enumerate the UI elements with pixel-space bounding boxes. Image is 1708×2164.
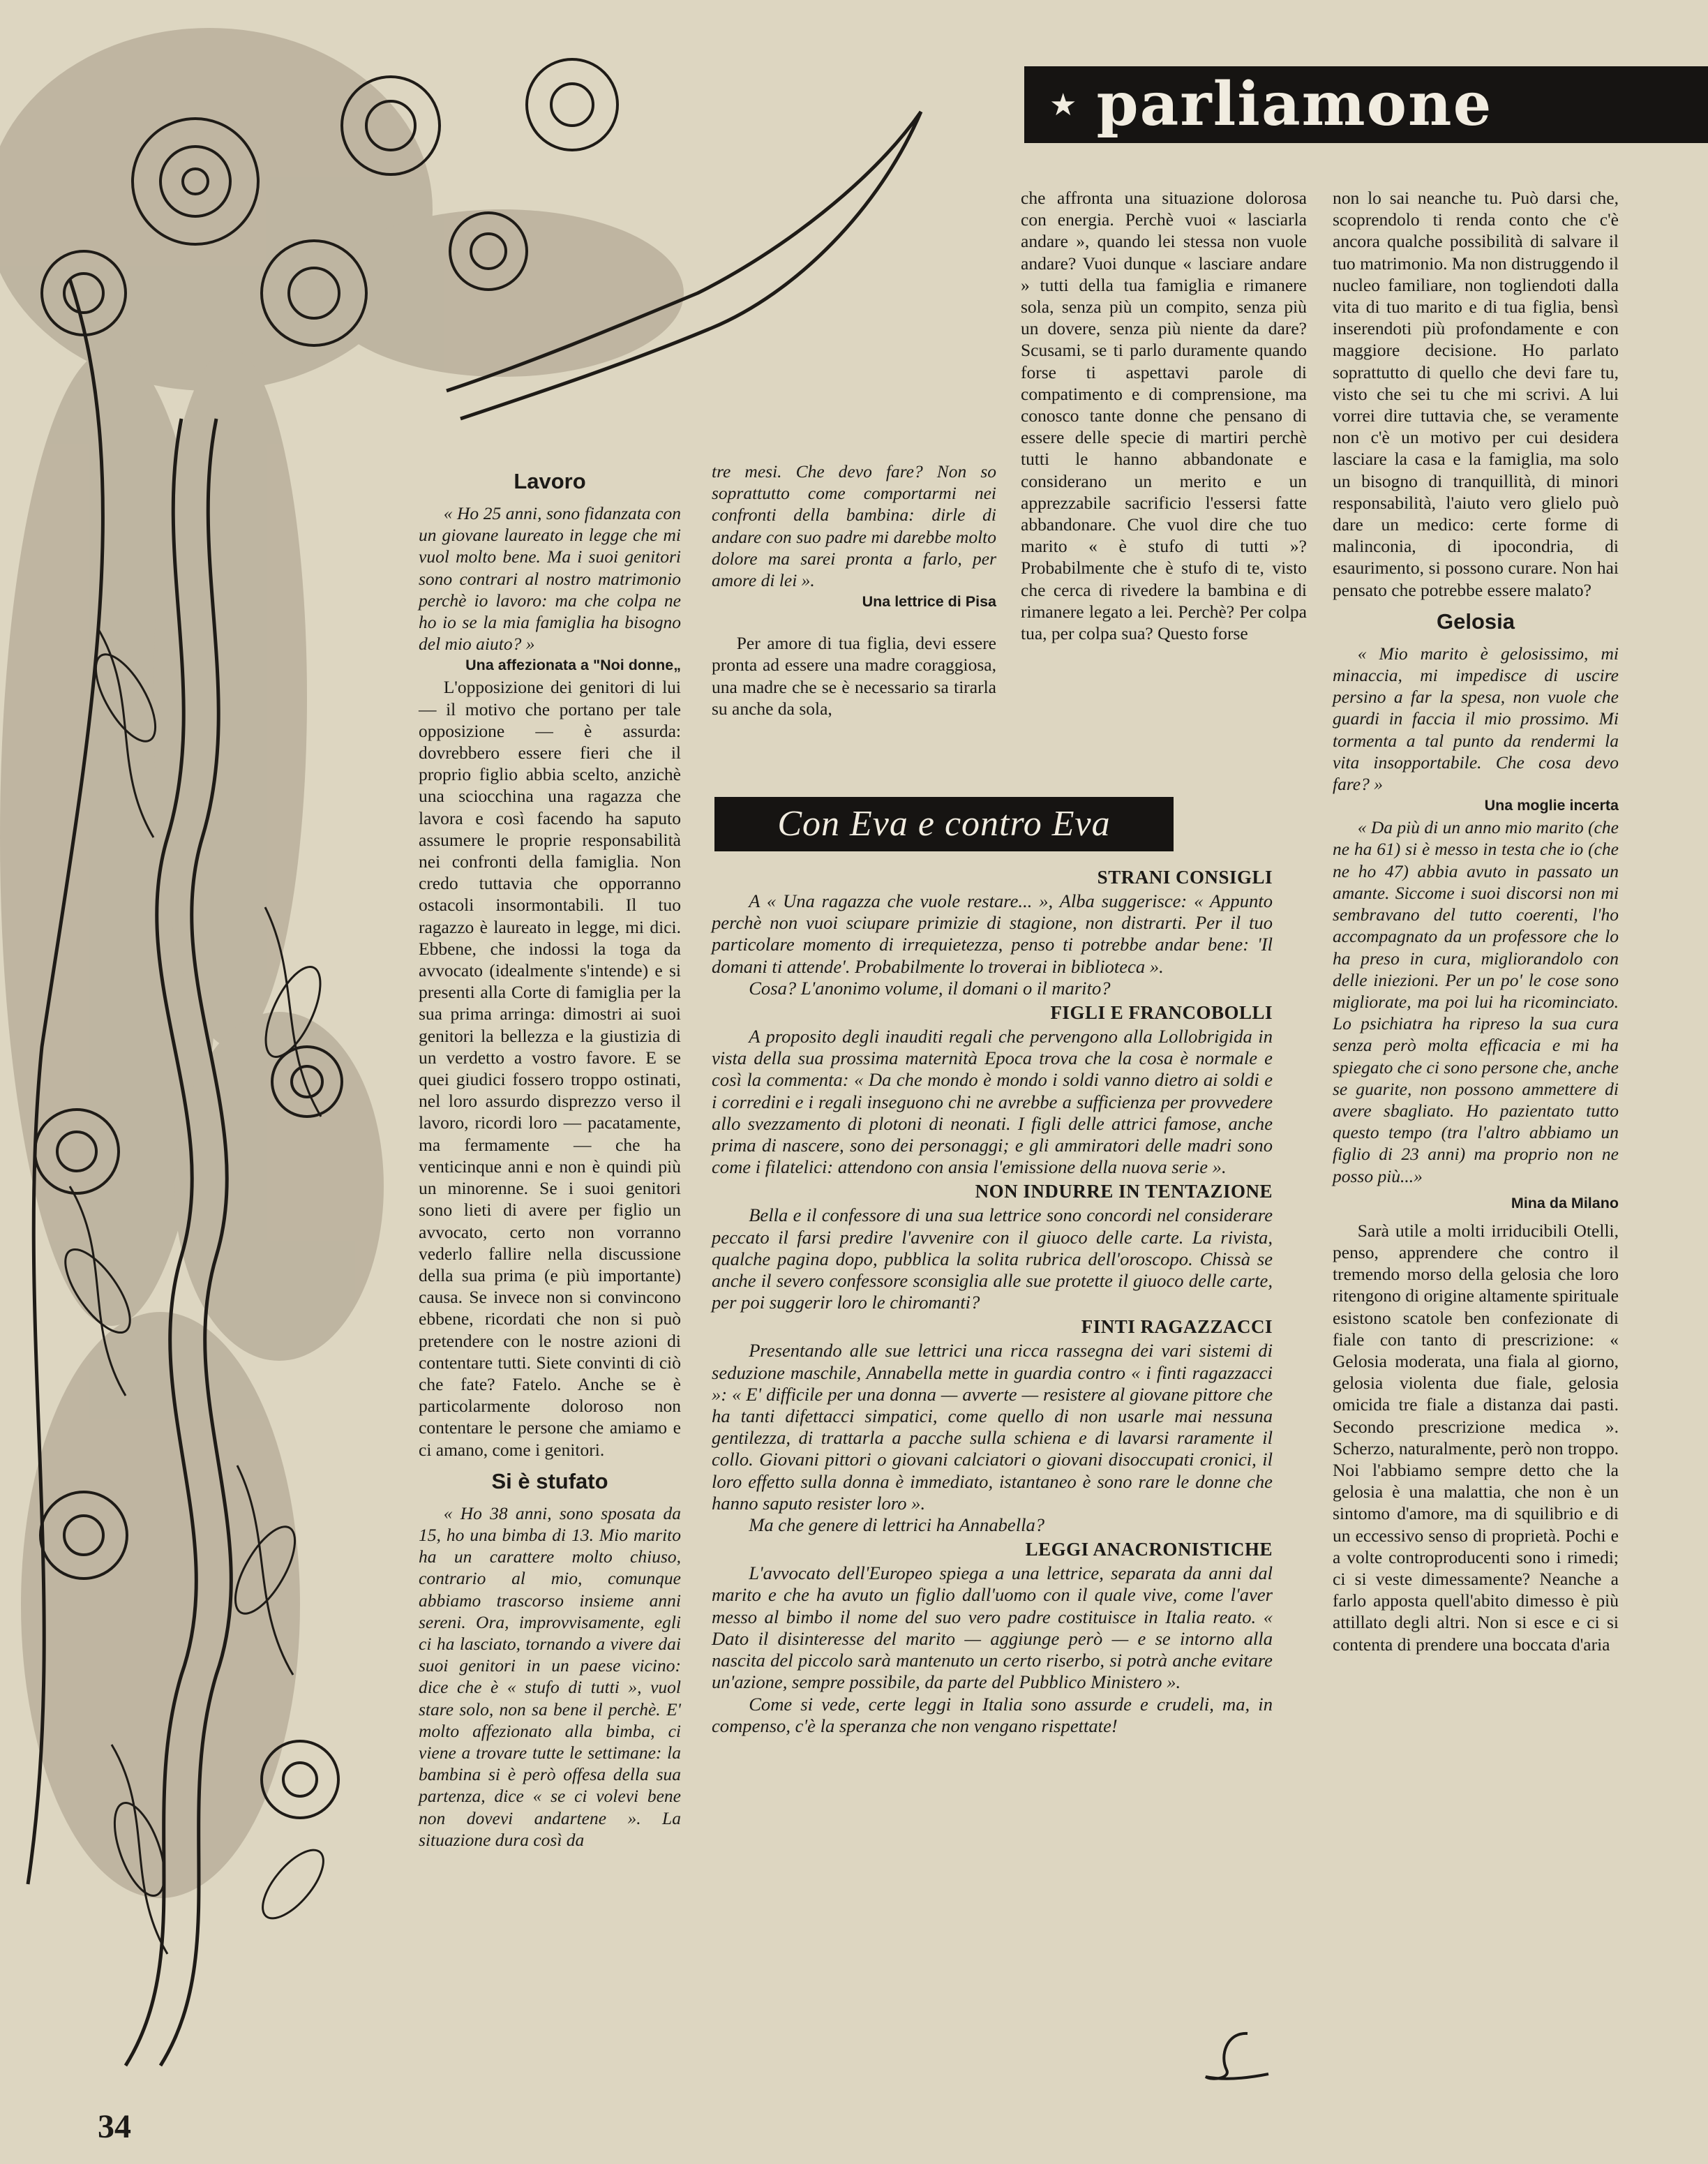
column-3 <box>1021 187 1307 644</box>
reader-letter: « Ho 38 anni, sono sposata da 15, ho una bimba di 13. Mio marito ha un carattere molto chiuso, contrario al mio, comunque abbiamo trascorso insieme anni sereni. Ora, improvvisamente, egli ci ha lasciato, tornando a vivere dai suoi genitori in un paese vicino: dice che è « stufo di tutti », vuol stare solo, non sa bene il perchè. E' molto affezionato alla bimba, ci viene a trovare tutte le settimane: la bambina si è però offesa della sua partenza, dice « se ci volevi bene non dovevi andartene ». La situazione dura così da <box>419 1502 681 1850</box>
editor-reply: Per amore di tua figlia, devi essere pronta ad essere una madre coraggiosa, una madre che se è necessario sa tirarla su anche da sola, <box>712 633 996 719</box>
section-heading-lavoro: Lavoro <box>514 469 586 493</box>
paragraph: A « Una ragazza che vuole restare... », Alba suggerisce: « Appunto perchè non vuoi sciupare primizie di stagione, non distrarti. Per il tuo particolare momento di irrequietezza, penso ti potrebbe andar bene: 'Il domani ti attende'. Probabilmente lo troverai in biblioteca ». <box>712 890 1273 977</box>
subheading-leggi-anacronistiche: LEGGI ANACRONISTICHE <box>1025 1539 1273 1560</box>
letter-signature: Una moglie incerta <box>1484 797 1619 814</box>
column-title-banner <box>1024 66 1708 143</box>
paragraph: L'avvocato dell'Europeo spiega a una lettrice, separata da anni dal marito e che ha avuto un figlio dall'uomo con il quale vive, come l'aver messo al bimbo il nome del suo vero padre costituisce in Italia reato. « Dato il disinteresse del marito — aggiunge però — e se intorno alla nascita del piccolo sarà mantenuto un certo riserbo, si potrà anche evitare un'azione, sempre possibile, da parte del Pubblico Ministero ». <box>712 1562 1273 1693</box>
paragraph: Come si vede, certe leggi in Italia sono assurde e crudeli, ma, in compenso, c'è la speranza che non vengano rispettate! <box>712 1693 1273 1736</box>
subheading-figli-francobolli: FIGLI E FRANCOBOLLI <box>1050 1002 1273 1024</box>
editor-reply: Sarà utile a molti irriducibili Otelli, penso, apprendere che contro il tremendo morso della gelosia che loro ritengono di origine altamente spirituale esistono scatole ben confezionate di fiale con tanto di prescrizione: « Gelosia moderata, una fiala al giorno, gelosia violenta due fiale, gelosia omicida tre fiale a distanza dai pasti. Secondo prescrizione medica ». Scherzo, naturalmente, però non troppo. Noi l'abbiamo sempre detto che la gelosia è una malattia, che non è un sintomo d'amore, ma di squilibrio e di un eccessivo senso di proprietà. Pochi e a volte controproducenti sono i rimedi; ci si veste dimessamente? Neanche a farlo apposta quell'abito dimesso è più attillato degli altri. Non si esce e ci si contenta di prendere una boccata d'aria <box>1333 1220 1619 1655</box>
reader-letter: « Mio marito è gelosissimo, mi minaccia, mi impedisce di uscire persino a far la spesa, non vuole che guardi in faccia il mio prossimo. Mi tormenta a tal punto da rendermi la vita insopportabile. Che cosa devo fare? » <box>1333 643 1619 795</box>
letter-signature: Mina da Milano <box>1511 1194 1619 1211</box>
editor-reply-continued: non lo sai neanche tu. Può darsi che, scoprendolo ti renda conto che c'è ancora qualche possibilità di salvare il tuo matrimonio. Ma non distruggendo il nucleo familiare, non togliendoti dalla vita di tuo marito e di tua figlia, bensì inserendoti più profondamente e con maggiore decisione. Ho parlato soprattutto di quello che devi fare tu, visto che sei tu che mi scrivi. A lui vorrei dire tuttavia che, se veramente non c'è un motivo per cui desidera lasciare la casa e la famiglia, ma solo un bisogno di tranquillità, di minori responsabilità, l'aiuto vero glielo può dare un medico: certe forme di malinconia, di ipocondria, di esaurimento, si possono curare. Non hai pensato che potrebbe essere malato? <box>1333 188 1619 600</box>
column-4 <box>1333 187 1619 1655</box>
subheading-non-indurre: NON INDURRE IN TENTAZIONE <box>975 1181 1273 1202</box>
paragraph: Ma che genere di lettrici ha Annabella? <box>749 1514 1045 1536</box>
author-initial-mark <box>1199 2028 1275 2084</box>
paragraph: Bella e il confessore di una sua lettrice sono concordi nel considerare peccato il farsi predire l'avvenire con il giuoco delle carte. La rivista, qualche pagina dopo, pubblica la solita rubrica dell'oroscopo. Chissà se anche il severo confessore sconsiglia alle sue protette il giuoco delle carte, per poi suggerir loro le chiromanti? <box>712 1204 1273 1313</box>
subheading-finti-ragazzacci: FINTI RAGAZZACCI <box>1081 1316 1273 1338</box>
editor-reply-continued: che affronta una situazione dolorosa con energia. Perchè vuoi « lasciarla andare », quando lei stessa non vuole andare? Vuoi dunque « lasciare andare » tutti della tua famiglia e rimanere sola, senza più un compito, senza più un dovere, senza più niente da dare? Scusami, se ti parlo duramente quando forse ti aspettavi parole di compatimento e di comprensione, ma conosco tante donne che pensano di essere delle specie di martiri perchè tutti le hanno abbandonate e considerano un merito e un apprezzabile sacrificio l'essersi fatte abbandonare. Che vuol dire che tuo marito « è stufo di tutti »? Probabilmente che è stufo di te, visto che cerca di rivedere la bambina e di rimanere legato a lei. Perchè? Per colpa tua, per colpa sua? Questo forse <box>1021 188 1307 644</box>
section-heading-stufato: Si è stufato <box>491 1468 608 1493</box>
column-2 <box>712 461 996 719</box>
reader-letter: « Da più di un anno mio marito (che ne ha 61) si è messo in testa che io (che ne ho 47) abbia avuto in passato un amante. Siccome i suoi discorsi non mi sembravano del tutto coerenti, l'ho accompagnato da un professore che lo ha preso in cura, migliorandolo con delle iniezioni. Per un po' le cose sono migliorate, ma poi lui ha ricominciato. Lo psichiatra ha ripreso la sua cura senza però molta efficacia e mi ha spiegato che ci sono persone che, anche se guarite, non possono ammettere di avere sbagliato. Ho pazientato tutto questo tempo (tra l'altro abbiamo un figlio di 23 anni) ma proprio non ne posso più...» <box>1333 817 1619 1186</box>
press-review-section <box>712 864 1273 1737</box>
box-title: Con Eva e contro Eva <box>714 797 1174 851</box>
reader-letter-continued: tre mesi. Che devo fare? Non so soprattutto come comportarmi nei confronti della bambina: dirle di andare con suo padre mi darebbe molto dolore ma sarei pronta a farlo, per amore di lei ». <box>712 461 996 591</box>
star-icon: ★ <box>1049 87 1077 123</box>
paragraph: A proposito degli inauditi regali che pervengono alla Lollobrigida in vista della sua prossima maternità Epoca trova che la cosa è normale e così la commenta: « Da che mondo è mondo i soldi vanno dietro ai soldi e i corredini e i regali inseguono chi ne avrebbe a sufficienza per provvedere allo svezzamento di plotoni di neonati. I figli delle attrici famose, anche prima di nascere, sono dei personaggi; e gli ammiratori delle madri sono come i filatelici: attendono con ansia l'emissione della nuova serie ». <box>712 1026 1273 1178</box>
column-1 <box>419 461 681 1851</box>
letter-signature: Una affezionata a "Noi donne„ <box>465 657 681 674</box>
editor-reply: L'opposizione dei genitori di lui — il motivo che portano per tale opposizione — è assurda: dovrebbero essere fieri che il proprio figlio abbia scelto, anzichè una sciocchina una ragazza che lavora e così facendo ha saputo assumere le proprie responsabilità nei confronti della famiglia. Non credo tuttavia che opporranno ostacoli insormontabili. Il tuo ragazzo è laureato in legge, mi dici. Ebbene, che indossi la toga da avvocato (idealmente s'intende) e si presenti alla Corte di famiglia per la sua prima arringa: dimostri ai suoi genitori la bellezza e la giustizia di un verdetto a vostro favore. E se quei giudici fossero troppo ostinati, nel loro assurdo disprezzo verso il lavoro, ricordi loro — pacatamente, ma fermamente — che ha venticinque anni e non è quindi più un minorenne. Se i suoi genitori sono lieti di avere per figlio un avvocato, certo non vorranno vederlo fallire nella discussione della sua prima (e più importante) causa. Se invece non si convincono ebbene, ricordati che non si può pretendere con le nostre azioni di contentare tutti. Siete convinti di ciò che fate? Fatelo. Anche se è particolarmente doloroso non contentare le persone che amiamo e ci amano, come i genitori. <box>419 677 681 1460</box>
section-heading-gelosia: Gelosia <box>1437 609 1515 634</box>
letter-signature: Una lettrice di Pisa <box>862 593 996 611</box>
reader-letter: « Ho 25 anni, sono fidanzata con un giovane laureato in legge che mi vuol molto bene. Ma i suoi genitori sono contrari al nostro matrimonio perchè io lavoro: ma che colpa ne ho io se la mia famiglia ha bisogno del mio aiuto? » <box>419 503 681 655</box>
subheading-strani-consigli: STRANI CONSIGLI <box>1097 867 1273 888</box>
paragraph: Cosa? L'anonimo volume, il domani o il marito? <box>749 977 1111 999</box>
page-number: 34 <box>98 2108 131 2145</box>
paragraph: Presentando alle sue lettrici una ricca rassegna dei vari sistemi di seduzione maschile, Annabella mette in guardia contro « i finti ragazzacci »: « E' difficile per una donna — avverte — resistere al giovane pittore che ha tanti difettacci simpatici, come quello di non usarle mai nessuna gentilezza, di trattarla a pacche sulla schiena e di lavarsi raramente il collo. Giovani pittori o giovani calciatori o giovani disoccupati cronici, il loro effetto sulla donna è immediato, istantaneo è sono rare le donne che hanno saputo resister loro ». <box>712 1340 1273 1514</box>
column-title: parliamone <box>1096 69 1493 140</box>
